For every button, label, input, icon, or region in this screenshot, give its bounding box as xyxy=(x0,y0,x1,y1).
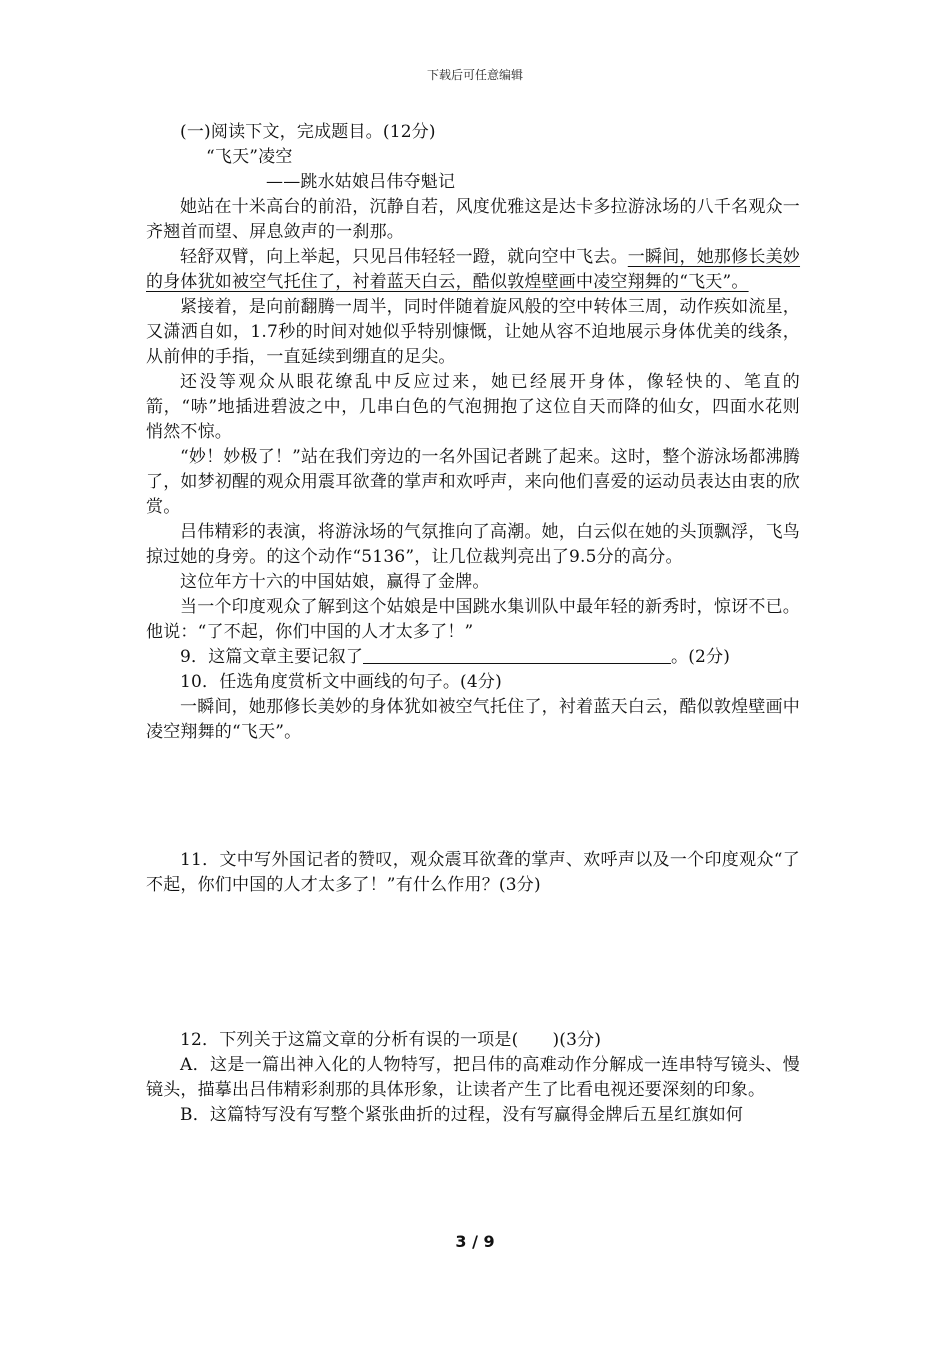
passage-paragraph-2-text: 轻舒双臂，向上举起，只见吕伟轻轻一蹬，就向空中飞去。 xyxy=(180,247,628,267)
question-10: 10．任选角度赏析文中画线的句子。(4分) xyxy=(180,672,502,692)
answer-space-10[interactable] xyxy=(146,745,800,848)
passage-paragraph-6: 吕伟精彩的表演，将游泳场的气氛推向了高潮。她，白云似在她的头顶飘浮，飞鸟掠过她的身旁。的这个动作“5136”，让几位裁判亮出了9.5分的高分。 xyxy=(146,522,800,567)
passage-paragraph-8: 当一个印度观众了解到这个姑娘是中国跳水集训队中最年轻的新秀时，惊讶不已。他说：“了不起，你们中国的人才太多了！” xyxy=(146,597,800,642)
page-number: 3 / 9 xyxy=(455,1232,495,1251)
passage-paragraph-1: 她站在十米高台的前沿，沉静自若，风度优雅这是达卡多拉游泳场的八千名观众一齐翘首而望、屏息敛声的一刹那。 xyxy=(146,197,800,242)
option-a: A．这是一篇出神入化的人物特写，把吕伟的高难动作分解成一连串特写镜头、慢镜头，描摹出吕伟精彩刹那的具体形象，让读者产生了比看电视还要深刻的印象。 xyxy=(146,1055,800,1100)
question-12: 12．下列关于这篇文章的分析有误的一项是( )(3分) xyxy=(180,1030,602,1050)
document-body xyxy=(146,120,800,1128)
question-11: 11．文中写外国记者的赞叹，观众震耳欲聋的掌声、欢呼声以及一个印度观众“了不起，你们中国的人才太多了！”有什么作用？(3分) xyxy=(146,850,800,895)
article-subtitle: ——跳水姑娘吕伟夺魁记 xyxy=(266,172,456,192)
underlined-sentence: 一瞬间，她那修长美妙的身体犹如被空气托住了，衬着蓝天白云，酷似敦煌壁画中凌空翔舞的“飞天”。 xyxy=(146,247,801,292)
passage-paragraph-2 xyxy=(146,245,800,295)
page-header: 下载后可任意编辑 xyxy=(426,68,523,82)
option-b: B．这篇特写没有写整个紧张曲折的过程，没有写赢得金牌后五星红旗如何 xyxy=(180,1105,744,1125)
section-heading: (一)阅读下文，完成题目。(12分) xyxy=(180,122,436,142)
answer-blank-9[interactable] xyxy=(363,645,671,664)
passage-paragraph-5: “妙！妙极了！”站在我们旁边的一名外国记者跳了起来。这时，整个游泳场都沸腾了，如梦初醒的观众用震耳欲聋的掌声和欢呼声，来向他们喜爱的运动员表达由衷的欣赏。 xyxy=(146,447,800,517)
passage-paragraph-4: 还没等观众从眼花缭乱中反应过来，她已经展开身体，像轻快的、笔直的箭，“哧”地插进碧波之中，几串白色的气泡拥抱了这位自天而降的仙女，四面水花则悄然不惊。 xyxy=(146,372,800,442)
article-title: “飞天”凌空 xyxy=(206,147,293,167)
answer-space-11[interactable] xyxy=(146,898,800,1028)
question-9: 9．这篇文章主要记叙了 。(2分) xyxy=(180,647,731,667)
passage-paragraph-7: 这位年方十六的中国姑娘，赢得了金牌。 xyxy=(180,572,490,592)
question-10-quote: 一瞬间，她那修长美妙的身体犹如被空气托住了，衬着蓝天白云，酷似敦煌壁画中凌空翔舞的“飞天”。 xyxy=(146,697,800,742)
passage-paragraph-3: 紧接着，是向前翻腾一周半，同时伴随着旋风般的空中转体三周，动作疾如流星，又潇洒自如，1.7秒的时间对她似乎特别慷慨，让她从容不迫地展示身体优美的线条，从前伸的手指，一直延续到绷直的足尖。 xyxy=(146,297,800,367)
